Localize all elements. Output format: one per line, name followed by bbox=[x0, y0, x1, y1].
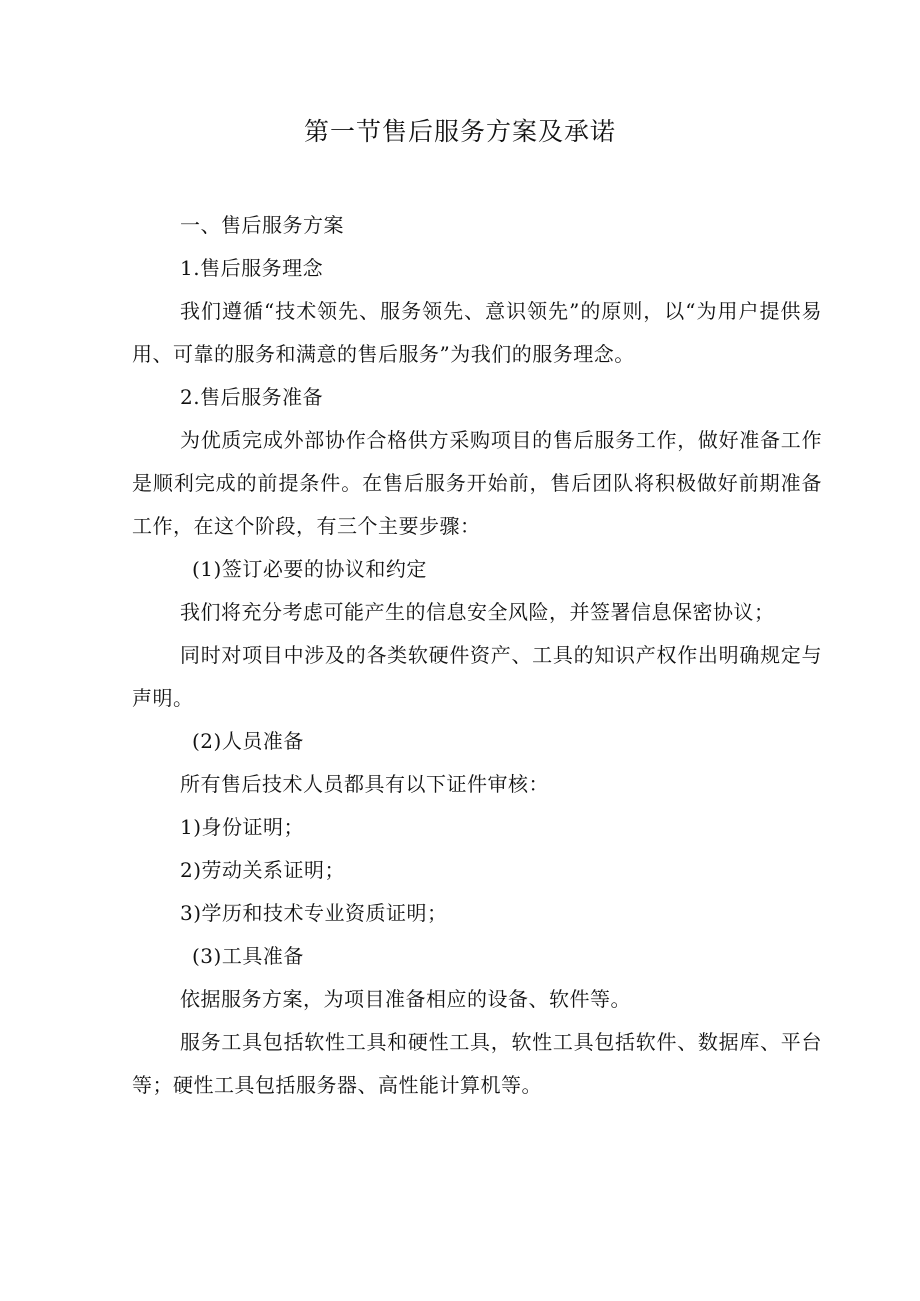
list-item: 2)劳动关系证明； bbox=[180, 858, 346, 882]
step-heading: (1)签订必要的协议和约定 bbox=[192, 557, 427, 581]
paragraph: 所有售后技术人员都具有以下证件审核： bbox=[180, 772, 549, 796]
subsection-heading: 2.售后服务准备 bbox=[180, 385, 324, 409]
section-heading: 一、售后服务方案 bbox=[180, 213, 344, 237]
step-heading: (3)工具准备 bbox=[192, 944, 304, 968]
step-heading: (2)人员准备 bbox=[192, 729, 304, 753]
list-item: 1)身份证明； bbox=[180, 815, 305, 839]
subsection-heading: 1.售后服务理念 bbox=[180, 256, 324, 280]
paragraph: 服务工具包括软性工具和硬性工具，软性工具包括软件、数据库、平台等；硬性工具包括服务器、高性能计算机等。 bbox=[132, 1030, 822, 1097]
paragraph: 为优质完成外部协作合格供方采购项目的售后服务工作，做好准备工作是顺利完成的前提条件。在售后服务开始前，售后团队将积极做好前期准备工作，在这个阶段，有三个主要步骤： bbox=[132, 428, 822, 538]
list-item: 3)学历和技术专业资质证明； bbox=[180, 901, 448, 925]
paragraph: 我们将充分考虑可能产生的信息安全风险，并签署信息保密协议； bbox=[180, 600, 775, 624]
paragraph: 我们遵循“技术领先、服务领先、意识领先”的原则，以“为用户提供易用、可靠的服务和满意的售后服务”为我们的服务理念。 bbox=[132, 299, 822, 366]
paragraph: 同时对项目中涉及的各类软硬件资产、工具的知识产权作出明确规定与声明。 bbox=[132, 643, 822, 710]
document-body bbox=[132, 204, 822, 1107]
document-title: 第一节售后服务方案及承诺 bbox=[303, 117, 616, 146]
paragraph: 依据服务方案，为项目准备相应的设备、软件等。 bbox=[180, 987, 631, 1011]
